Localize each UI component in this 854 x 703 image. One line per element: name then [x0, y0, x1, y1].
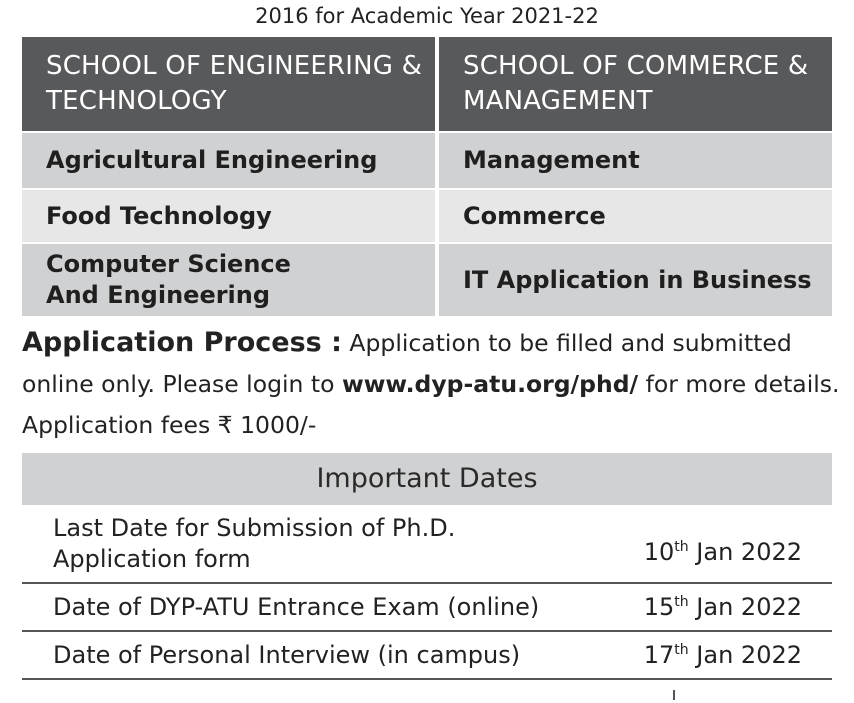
commerce-program-1: Management: [439, 133, 832, 188]
date-row: [22, 632, 832, 680]
date-row-label: Date of DYP-ATU Entrance Exam (online): [53, 592, 540, 621]
engineering-program-1: Agricultural Engineering: [22, 133, 435, 188]
important-dates-title: Important Dates: [22, 453, 832, 505]
date-row-value: 10th Jan 2022: [643, 537, 802, 566]
important-dates-table: [22, 453, 832, 703]
application-url-link[interactable]: www.dyp-atu.org/phd/: [341, 370, 639, 398]
engineering-program-2: Food Technology: [22, 190, 435, 242]
application-text: Application to be filled and submitted online only. Please login to: [22, 329, 792, 398]
application-process: [22, 322, 842, 446]
academic-year-line: 2016 for Academic Year 2021-22: [255, 4, 599, 28]
commerce-program-3: IT Application in Business: [439, 244, 832, 316]
engineering-program-3: Computer Science And Engineering: [22, 244, 435, 316]
schools-table: [22, 37, 832, 312]
date-row-label: Last Date for Submission of Ph.D. Application form: [53, 513, 456, 573]
application-fee-text: for more details. Application fees ₹ 1000/-: [22, 370, 840, 439]
commerce-program-2: Commerce: [439, 190, 832, 242]
date-row-label: Date of Personal Interview (in campus): [53, 640, 521, 669]
date-row-value: 15th Jan 2022: [643, 593, 802, 621]
date-row-value: 17th Jan 2022: [643, 641, 802, 669]
application-process-label: Application Process :: [22, 327, 342, 358]
date-row: [22, 584, 832, 632]
commerce-school-header: SCHOOL OF COMMERCE & MANAGEMENT: [439, 37, 832, 131]
date-row: [22, 505, 832, 584]
table-divider: [673, 690, 675, 700]
engineering-school-header: SCHOOL OF ENGINEERING & TECHNOLOGY: [22, 37, 435, 131]
